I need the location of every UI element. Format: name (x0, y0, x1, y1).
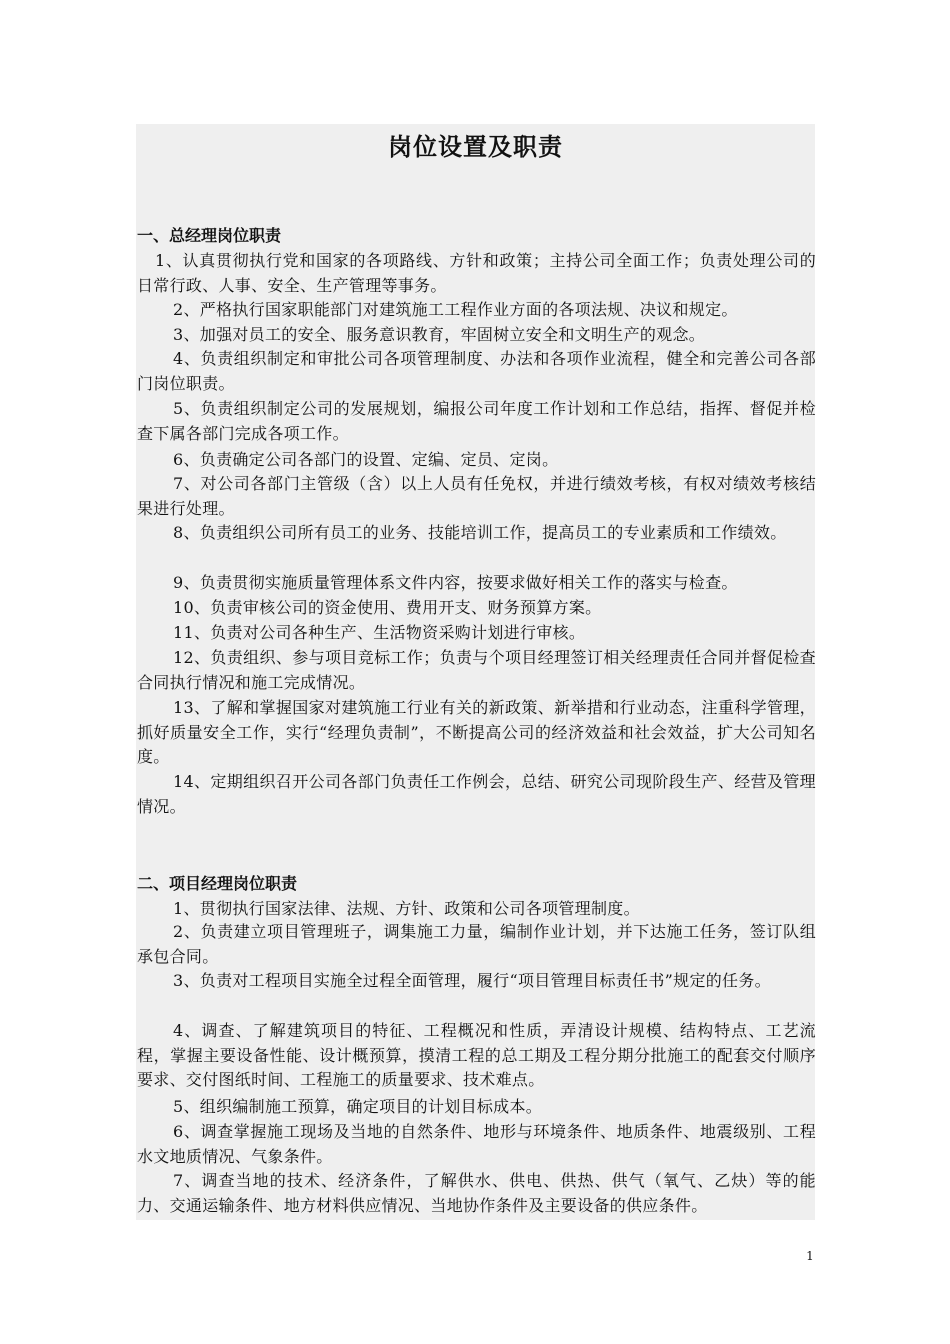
pm-duty-3: 3、负责对工程项目实施全过程全面管理，履行“项目管理目标责任书”规定的任务。 (173, 971, 771, 990)
pm-duty-5: 5、组织编制施工预算，确定项目的计划目标成本。 (173, 1097, 543, 1116)
page-number: 1 (806, 1249, 814, 1263)
gm-duty-8: 8、负责组织公司所有员工的业务、技能培训工作，提高员工的专业素质和工作绩效。 (173, 523, 787, 542)
gm-duty-9: 9、负责贯彻实施质量管理体系文件内容，按要求做好相关工作的落实与检查。 (173, 573, 738, 592)
pm-duty-2: 2、负责建立项目管理班子，调集施工力量，编制作业计划，并下达施工任务，签订队组承包合同。 (137, 922, 816, 966)
pm-duty-4: 4、调查、了解建筑项目的特征、工程概况和性质，弄清设计规模、结构特点、工艺流程，掌握主要设备性能、设计概预算，摸清工程的总工期及工程分期分批施工的配套交付顺序要求、交付图纸时间、工程施工的质量要求、技术难点。 (137, 1021, 816, 1090)
gm-duty-13: 13、了解和掌握国家对建筑施工行业有关的新政策、新举措和行业动态，注重科学管理，抓好质量安全工作，实行“经理负责制”，不断提高公司的经济效益和社会效益，扩大公司知名度。 (137, 698, 816, 767)
gm-duty-5: 5、负责组织制定公司的发展规划，编报公司年度工作计划和工作总结，指挥、督促并检查下属各部门完成各项工作。 (137, 399, 816, 443)
pm-duty-7: 7、调查当地的技术、经济条件，了解供水、供电、供热、供气（氧气、乙炔）等的能力、交通运输条件、地方材料供应情况、当地协作条件及主要设备的供应条件。 (137, 1171, 816, 1215)
gm-duty-2: 2、严格执行国家职能部门对建筑施工工程作业方面的各项法规、决议和规定。 (173, 300, 738, 319)
pm-duty-1: 1、贯彻执行国家法律、法规、方针、政策和公司各项管理制度。 (173, 899, 640, 918)
gm-duty-7: 7、对公司各部门主管级（含）以上人员有任免权，并进行绩效考核，有权对绩效考核结果进行处理。 (137, 474, 816, 518)
gm-duty-12: 12、负责组织、参与项目竞标工作；负责与个项目经理签订相关经理责任合同并督促检查合同执行情况和施工完成情况。 (137, 648, 816, 692)
gm-duty-6: 6、负责确定公司各部门的设置、定编、定员、定岗。 (173, 450, 559, 469)
section-heading-project-manager: 二、项目经理岗位职责 (137, 874, 298, 893)
pm-duty-6: 6、调查掌握施工现场及当地的自然条件、地形与环境条件、地质条件、地震级别、工程水文地质情况、气象条件。 (137, 1122, 816, 1166)
gm-duty-11: 11、负责对公司各种生产、生活物资采购计划进行审核。 (173, 623, 586, 642)
gm-duty-10: 10、负责审核公司的资金使用、费用开支、财务预算方案。 (173, 598, 602, 617)
section-heading-general-manager: 一、总经理岗位职责 (137, 226, 282, 245)
gm-duty-3: 3、加强对员工的安全、服务意识教育，牢固树立安全和文明生产的观念。 (173, 325, 706, 344)
gm-duty-1: 1、认真贯彻执行党和国家的各项路线、方针和政策；主持公司全面工作；负责处理公司的日常行政、人事、安全、生产管理等事务。 (137, 251, 816, 295)
gm-duty-4: 4、负责组织制定和审批公司各项管理制度、办法和各项作业流程，健全和完善公司各部门岗位职责。 (137, 349, 816, 393)
document-title: 岗位设置及职责 (388, 133, 563, 161)
gm-duty-14: 14、定期组织召开公司各部门负责任工作例会，总结、研究公司现阶段生产、经营及管理情况。 (137, 772, 816, 816)
